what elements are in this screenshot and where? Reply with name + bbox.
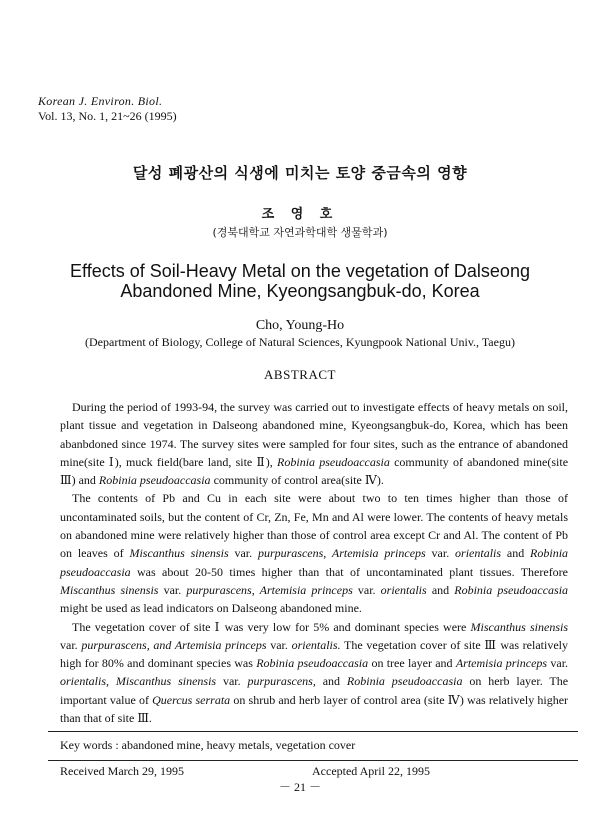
english-title <box>0 261 600 301</box>
abstract-body <box>60 398 568 727</box>
abstract-paragraph-3: The vegetation cover of site Ⅰ was very low for 5% and dominant species were Miscanthus sinensis var. purpurascens, and Artemisia princeps var. orientalis. The vegetation cover of site Ⅲ was relatively high for 80% and dominant species was Robinia pseudoaccasia on tree layer and Artemisia princeps var. orientalis, Miscanthus sinensis var. purpurascens, and Robinia pseudoaccasia on herb layer. The important value of Quercus serrata on shrub and herb layer of control area (site Ⅳ) was relatively higher than that of site Ⅲ. <box>60 619 569 726</box>
english-title-line1: Effects of Soil-Heavy Metal on the vegetation of Dalseong <box>70 261 530 281</box>
abstract-heading: ABSTRACT <box>264 367 336 382</box>
english-author: Cho, Young-Ho <box>255 318 345 333</box>
page-number: － 21 － <box>278 780 321 794</box>
journal-header <box>38 94 177 124</box>
keywords-bottom-rule <box>48 760 578 761</box>
journal-name: Korean J. Environ. Biol. <box>38 94 163 108</box>
english-affiliation: (Department of Biology, College of Natural Sciences, Kyungpook National Univ., Taegu) <box>85 335 515 349</box>
journal-volume: Vol. 13, No. 1, 21~26 (1995) <box>38 109 177 123</box>
abstract-paragraph-1: During the period of 1993-94, the survey was carried out to investigate effects of heavy metals on soil, plant tissue and vegetation in Dalseong abandoned mine, Kyeongsangbuk-do, Korea, which has been abanbdoned since 1974. The survey sites were sampled for four sites, such as the entrance of abandoned mine(site Ⅰ), muck field(bare land, site Ⅱ), Robinia pseudoaccasia community of abandoned mine(site Ⅲ) and Robinia pseudoaccasia community of control area(site Ⅳ). <box>60 400 569 488</box>
korean-title: 달성 폐광산의 식생에 미치는 토양 중금속의 영향 <box>132 164 468 182</box>
keywords-top-rule <box>48 731 578 732</box>
korean-affiliation: (경북대학교 자연과학대학 생물학과) <box>212 226 388 239</box>
english-title-line2: Abandoned Mine, Kyeongsangbuk-do, Korea <box>120 281 480 301</box>
abstract-paragraph-2: The contents of Pb and Cu in each site were about two to ten times higher than those of uncontaminated soils, but the content of Cr, Zn, Fe, Mn and Al were lower. The contents of heavy metals on abandoned mine were relatively higher than those of control area except Cr and Al. The content of Pb on leaves of Miscanthus sinensis var. purpurascens, Artemisia princeps var. orientalis and Robinia pseudoaccasia was about 20-50 times higher than that of uncontaminated plant tissues. Therefore Miscanthus sinensis var. purpurascens, Artemisia princeps var. orientalis and Robinia pseudoaccasia might be used as lead indicators on Dalseong abandoned mine. <box>60 491 569 616</box>
korean-author: 조 영 호 <box>261 207 339 222</box>
received-date: Received March 29, 1995 <box>60 764 184 778</box>
accepted-date: Accepted April 22, 1995 <box>312 764 430 778</box>
keywords: Key words : abandoned mine, heavy metals, vegetation cover <box>60 738 356 752</box>
